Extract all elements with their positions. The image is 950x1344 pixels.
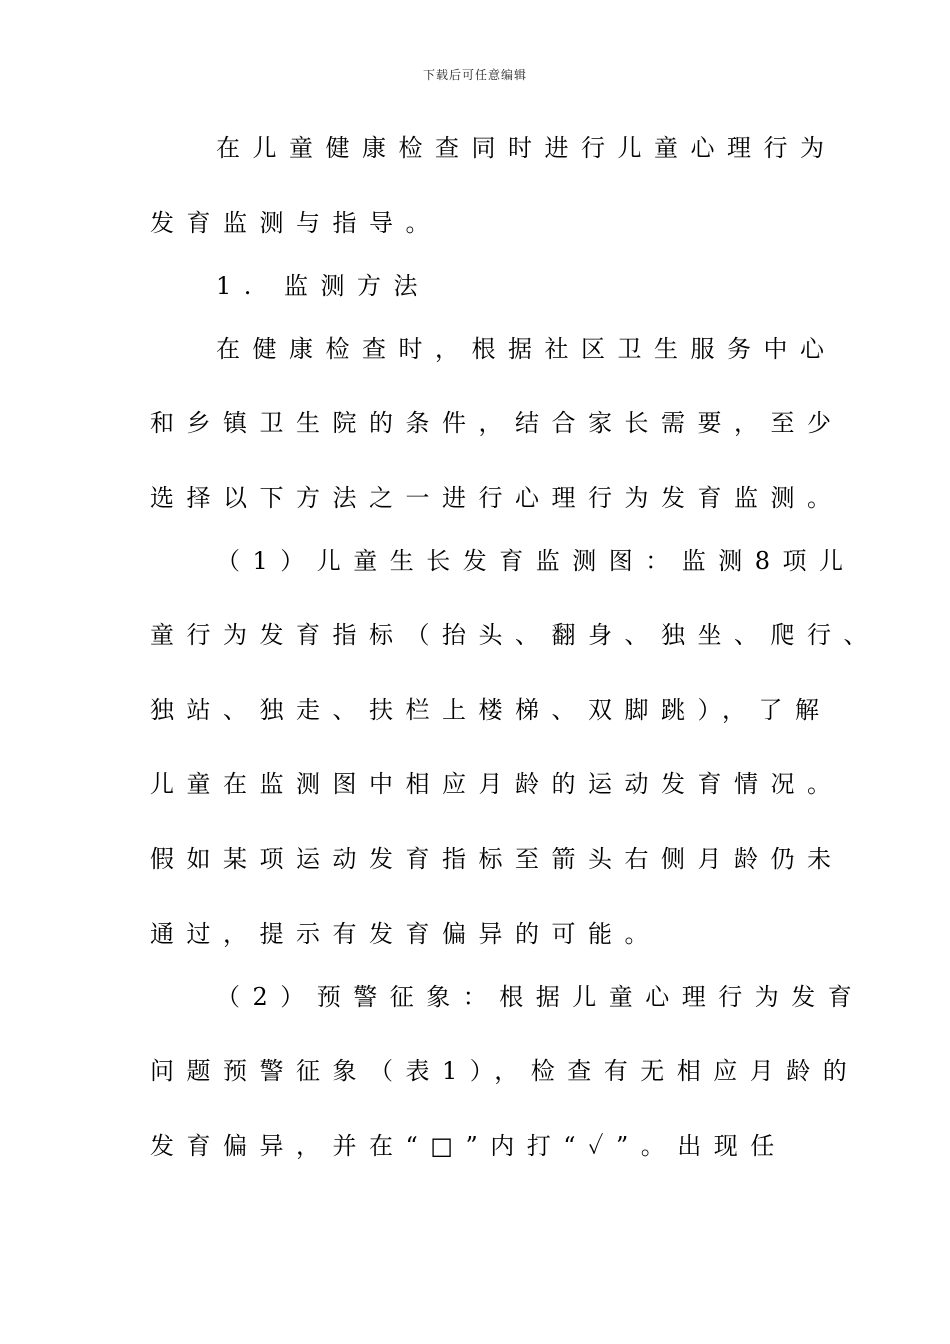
paragraph-line-11: 假如某项运动发育指标至箭头右侧月龄仍未 xyxy=(150,845,844,873)
paragraph-line-5: 和乡镇卫生院的条件，结合家长需要，至少 xyxy=(150,409,844,437)
paragraph-line-15: 发育偏异，并在“□”内打“✓”。出现任 xyxy=(150,1132,787,1160)
paragraph-line-4: 在健康检查时，根据社区卫生服务中心 xyxy=(216,335,837,363)
paragraph-line-14: 问题预警征象（表1），检查有无相应月龄的 xyxy=(150,1057,860,1085)
paragraph-line-8: 童行为发育指标（抬头、翻身、独坐、爬行、 xyxy=(150,621,880,649)
paragraph-line-9: 独站、独走、扶栏上楼梯、双脚跳），了解 xyxy=(150,696,832,724)
paragraph-line-13: （2）预警征象：根据儿童心理行为发育 xyxy=(216,983,865,1011)
page-header-note: 下载后可任意编辑 xyxy=(422,68,527,82)
paragraph-line-1: 在儿童健康检查同时进行儿童心理行为 xyxy=(216,134,837,162)
section-heading-monitoring-method: 1. 监测方法 xyxy=(216,272,431,300)
paragraph-line-6: 选择以下方法之一进行心理行为发育监测。 xyxy=(150,484,844,512)
paragraph-line-10: 儿童在监测图中相应月龄的运动发育情况。 xyxy=(150,770,844,798)
paragraph-line-2: 发育监测与指导。 xyxy=(150,209,442,237)
paragraph-line-12: 通过，提示有发育偏异的可能。 xyxy=(150,920,661,948)
paragraph-line-7: （1）儿童生长发育监测图：监测8项儿 xyxy=(216,547,856,575)
